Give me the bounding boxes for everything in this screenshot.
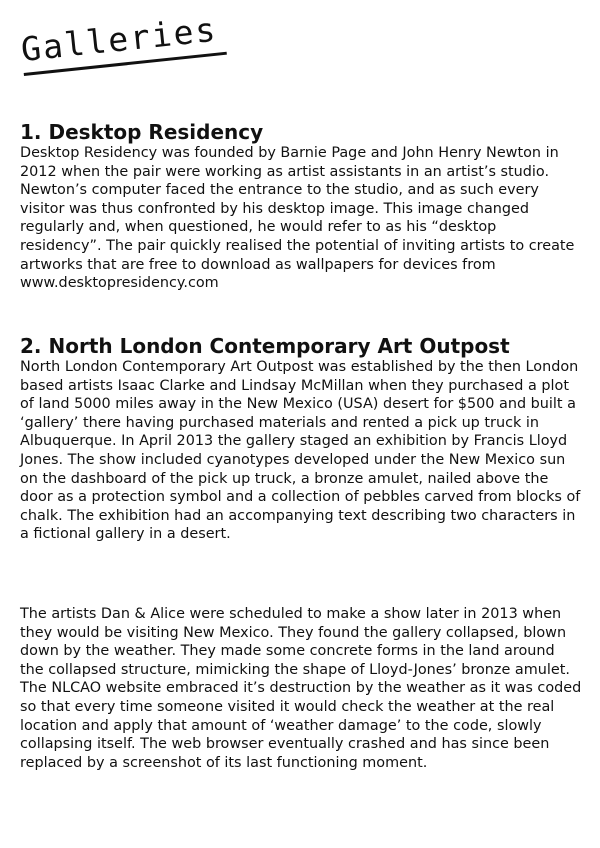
page-header bbox=[20, 0, 590, 110]
section-body: North London Contemporary Art Outpost was established by the then London based artists Isaac Clarke and Lindsay McMillan when they purchased a plot of land 5000 miles away in the New Mexico (USA) desert for $500 and built a ‘gallery’ there having purchased materials and rented a pick up truck in Albuquerque. In April 2013 the gallery staged an exhibition by Francis Lloyd Jones. The show included cyanotypes developed under the New Mexico sun on the dashboard of the pick up truck, a bronze amulet, nailed above the door as a protection symbol and a collection of pebbles carved from blocks of chalk. The exhibition had an accompanying text describing two characters in a fictional gallery in a desert. bbox=[20, 359, 581, 543]
section-heading: 2. North London Contemporary Art Outpost bbox=[20, 334, 510, 358]
section-nlcao-continued bbox=[20, 605, 586, 772]
section-body: Desktop Residency was founded by Barnie Page and John Henry Newton in 2012 when the pair were working as artist assistants in an artist’s studio. Newton’s computer faced the entrance to the studio, and as such every visitor was thus confronted by his desktop image. This image changed regularly and, when questioned, he would refer to as his “desktop residency”. The pair quickly realised the potential of inviting artists to create artworks that are free to download as wallpapers for devices from www.desktopresidency.com bbox=[20, 145, 575, 292]
page-title: Galleries bbox=[19, 9, 220, 70]
section-body-continued: The artists Dan & Alice were scheduled to make a show later in 2013 when they would be visiting New Mexico. They found the gallery collapsed, blown down by the weather. They made some concrete forms in the land around the collapsed structure, mimicking the shape of Lloyd-Jones’ bronze amulet. The NLCAO website embraced it’s destruction by the weather as it was coded so that every time someone visited it would check the weather at the real location and apply that amount of ‘weather damage’ to the code, slowly collapsing itself. The web browser eventually crashed and has since been replaced by a screenshot of its last functioning moment. bbox=[20, 606, 582, 771]
section-nlcao bbox=[20, 334, 586, 544]
document-page bbox=[19, 0, 590, 771]
section-desktop-residency bbox=[20, 120, 586, 293]
section-heading: 1. Desktop Residency bbox=[20, 120, 264, 144]
title-block bbox=[19, 9, 227, 76]
